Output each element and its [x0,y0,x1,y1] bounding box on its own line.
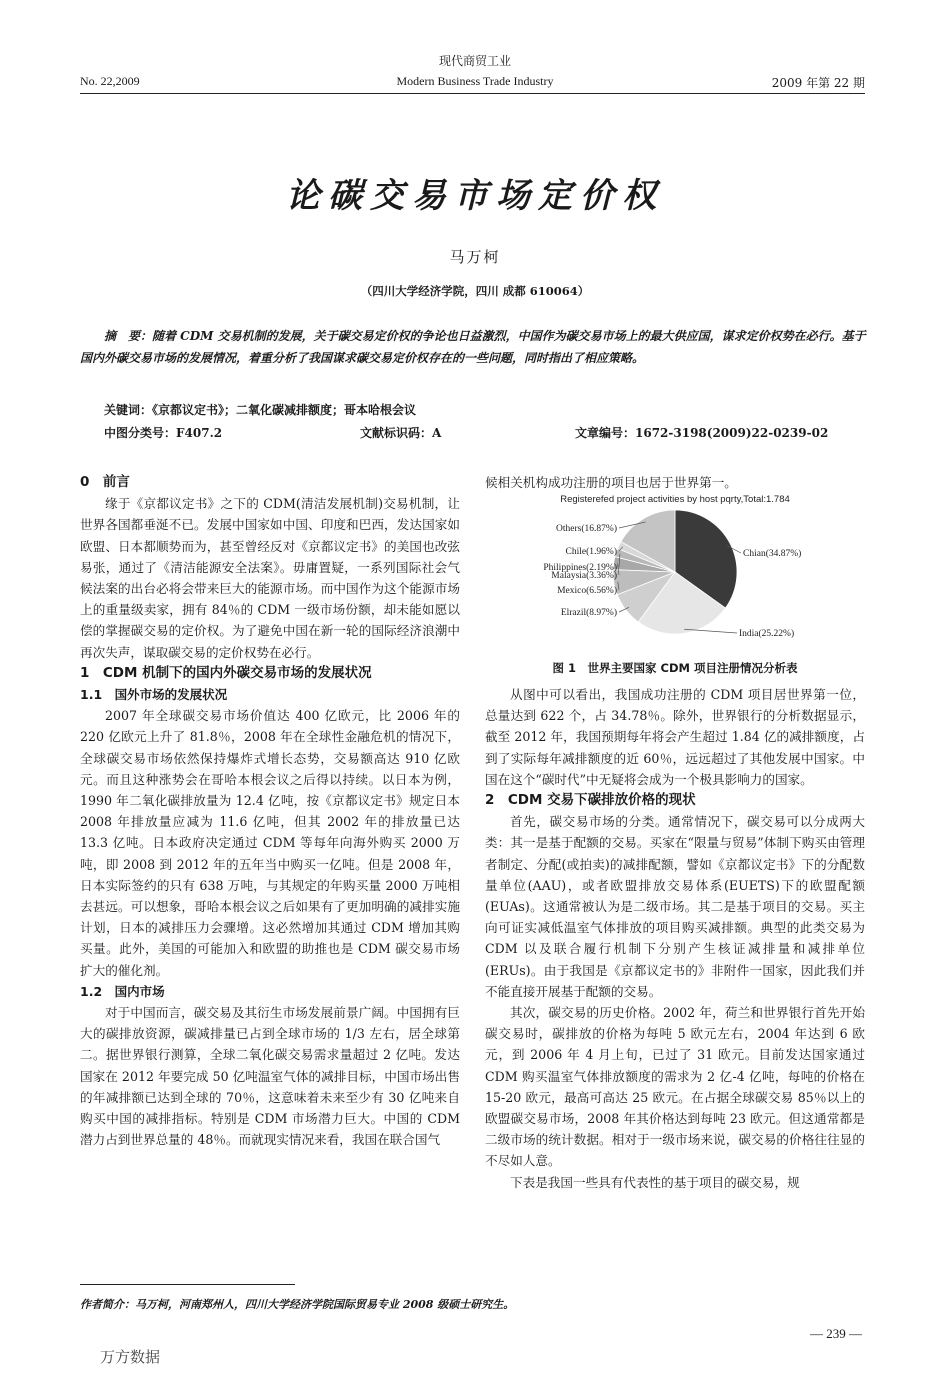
author-footnote: 作者简介：马万柯，河南郑州人，四川大学经济学院国际贸易专业 2008 级硕士研究生。 [80,1298,515,1311]
keywords: 关键词：《京都议定书》；二氧化碳减排额度；哥本哈根会议 [104,403,417,417]
header-rule [80,93,865,94]
issue-number-cn: 2009 年第 22 期 [771,76,865,90]
subsection-heading-1-2: 1.2 国内市场 [80,983,165,999]
data-label-others: Others(16.87%) [556,524,617,534]
footnote-rule [80,1284,295,1285]
left-column [80,472,460,1151]
article-title: 论碳交易市场定价权 [286,176,664,216]
section-heading-2: 2 CDM 交易下碳排放价格的现状 [485,792,696,809]
journal-title-cn: 现代商贸工业 [438,54,511,68]
section-heading-0: 0 前言 [80,474,130,490]
page-number: — 239 — [810,1326,862,1341]
data-label-india: India(25.22%) [739,629,795,639]
chart-title: Registerefed project activities by host pqrty,Total:1.784 [560,494,790,505]
paragraph-continuation: 候相关机构成功注册的项目也居于世界第一。 [485,475,737,490]
data-label-philippines: Philippines(2.19%) [543,563,617,573]
figure-caption: 图 1 世界主要国家 CDM 项目注册情况分析表 [552,661,798,675]
paragraph: 其次，碳交易的历史价格。2002 年，荷兰和世界银行首先开始碳交易时，碳排放的价格为每吨 5 欧元左右，2004 年达到 6 欧元，到 2006 年 4 月上旬，已过了 31 欧元。目前发达国家通过 CDM 购买温室气体排放额度的需求为 2 亿-4 亿吨，每吨的价格在 15-20 欧元，最高可高达 25 欧元。在占据全球碳交易 85％以上的欧盟碳交易市场，2008 年其价格达到每吨 23 欧元。但这通常都是二级市场的统计数据。相对于一级市场来说，碳交易的价格往往显的不尽如人意。 [485,1005,865,1169]
abstract: 摘 要：随着 CDM 交易机制的发展，关于碳交易定价权的争论也日益激烈，中国作为碳交易市场上的最大供应国，谋求定价权势在必行。基于国内外碳交易市场的发展情况，着重分析了我国谋求碳交易定价权存在的一些问题，同时指出了相应策略。 [80,329,866,365]
data-label-chile: Chile(1.96%) [565,547,617,557]
author-name: 马万柯 [449,248,501,266]
pie-chart [485,490,865,650]
data-label-malaysia: Malaysia(3.36%) [551,571,617,581]
paragraph: 2007 年全球碳交易市场价值达 400 亿欧元，比 2006 年的 220 亿欧元上升了 81.8％，2008 年在全球性金融危机的情况下，全球碳交易市场依然保持爆炸式增长态势，交易额高达 910 亿欧元。而且这种涨势会在哥哈本根会议之后得以持续。以日本为例，1990 年二氧化碳排放量为 12.4 亿吨，按《京都议定书》规定日本 2008 年排放量应减为 11.6 亿吨，但其 2002 年的排放量已达 13.3 亿吨。日本政府决定通过 CDM 等每年向海外购买 2000 万吨，即 2008 到 2012 年的五年当中购买一亿吨。但是 2008 年，日本实际签约的只有 638 万吨，与其规定的年购买量 2000 万吨相去甚远。可以想象，哥哈本根会议之后如果有了更加明确的减排实施计划，日本的减排压力会骤增。这必然增加其通过 CDM 增加其购买量。此外，美国的可能加入和欧盟的助推也是 CDM 碳交易市场扩大的催化剂。 [80,708,460,978]
data-label-mexico: Mexico(6.56%) [557,586,617,596]
paragraph: 下表是我国一些具有代表性的基于项目的碳交易，规 [510,1174,800,1190]
paragraph: 缘于《京都议定书》之下的 CDM(清洁发展机制)交易机制，让世界各国都垂涎不已。发展中国家如中国、印度和巴西，发达国家如欧盟、日本都顺势而为，甚至曾经反对《京都议定书》的美国也改弦易张，通过了《清洁能源安全法案》。毋庸置疑，一系列国际社会气候法案的出台必将会带来巨大的能源市场。而中国作为这个能源市场上的重量级卖家，拥有 84％的 CDM 一级市场份额，却未能如愿以偿的掌握碳交易的定价权。为了避免中国在新一轮的国际经济浪潮中再次失声，谋取碳交易的定价权势在必行。 [80,496,460,660]
right-column [485,684,865,1193]
clc-number: 中图分类号：F407.2 [104,426,223,440]
journal-title-en: Modern Business Trade Industry [396,74,554,88]
data-label-chian: Chian(34.87%) [743,549,802,559]
wanfang-watermark: 万方数据 [100,1348,161,1366]
issue-number-en: No. 22,2009 [80,74,140,88]
article-number: 文章编号：1672-3198(2009)22-0239-02 [575,426,829,440]
document-code: 文献标识码：A [360,426,442,440]
paragraph: 首先，碳交易市场的分类。通常情况下，碳交易可以分成两大类：其一是基于配额的交易。买家在“限量与贸易”体制下购买由管理者制定、分配(或拍卖)的减排配额，譬如《京都议定书》下的分配数量单位(AAU)，或者欧盟排放交易体系(EUETS)下的欧盟配额(EUAs)。这通常被认为是二级市场。其二是基于项目的交易。买主向可证实减低温室气体排放的项目购买减排额。典型的此类交易为 CDM 以及联合履行机制下分别产生核证减排量和减排单位(ERUs)。由于我国是《京都议定书的》非附件一国家，因此我们并不能直接开展基于配额的交易。 [485,814,865,999]
author-affiliation: （四川大学经济学院，四川 成都 610064） [360,284,590,298]
paragraph: 对于中国而言，碳交易及其衍生市场发展前景广阔。中国拥有巨大的碳排放资源，碳减排量已占到全球市场的 1/3 左右，居全球第二。据世界银行测算，全球二氧化碳交易需求量超过 2 亿吨。发达国家在 2012 年要完成 50 亿吨温室气体的减排目标，中国市场出售的年减排额已达到全球的 70％，这意味着未来至少有 30 亿吨来自购买中国的减排指标。特别是 CDM 市场潜力巨大。中国的 CDM 潜力占到世界总量的 48％。而就现实情况来看，我国在联合国气 [80,1005,460,1148]
section-heading-1: 1 CDM 机制下的国内外碳交易市场的发展状况 [80,664,372,681]
paragraph: 从图中可以看出，我国成功注册的 CDM 项目居世界第一位，总量达到 622 个，占 34.78％。除外，世界银行的分析数据显示，截至 2012 年，我国预期每年将会产生超过 1.84 亿的减排额度，占到了实际每年减排额度的近 60％，远远超过了其他发展中国家。中国在这个“碳时代”中无疑将会成为一个极具影响力的国家。 [485,687,865,787]
subsection-heading-1-1: 1.1 国外市场的发展状况 [80,687,228,703]
data-label-elrazil: Elrazil(8.97%) [560,608,617,618]
